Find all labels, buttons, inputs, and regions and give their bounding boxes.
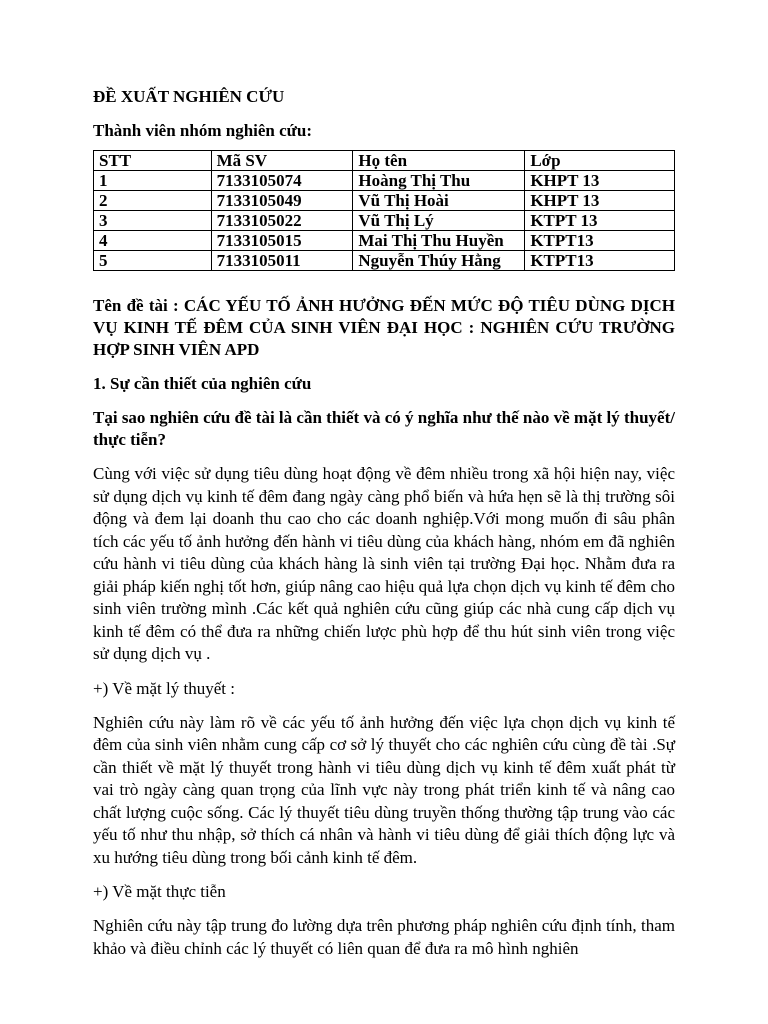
cell-stt: 1	[94, 171, 212, 191]
cell-full-name: Vũ Thị Lý	[353, 211, 525, 231]
cell-student-id: 7133105049	[211, 191, 353, 211]
cell-full-name: Nguyễn Thúy Hằng	[353, 251, 525, 271]
cell-class: KTPT13	[525, 251, 675, 271]
header-stt: STT	[94, 151, 212, 171]
members-table	[93, 150, 675, 271]
table-row	[94, 211, 675, 231]
document-content	[93, 86, 675, 960]
table-row	[94, 231, 675, 251]
paragraph-theory: Nghiên cứu này làm rõ về các yếu tố ảnh hưởng đến việc lựa chọn dịch vụ kinh tế đêm của sinh viên nhằm cung cấp cơ sở lý thuyết cho các nghiên cứu cùng đề tài .Sự cần thiết về mặt lý thuyết trong hành vi tiêu dùng dịch vụ kinh tế đêm xuất phát từ vai trò ngày càng quan trọng của lĩnh vực này trong phát triển kinh tế và nâng cao chất lượng cuộc sống. Các lý thuyết tiêu dùng truyền thống thường tập trung vào các yếu tố như thu nhập, sở thích cá nhân và hành vi tiêu dùng để giải thích động lực và xu hướng tiêu dùng trong bối cảnh kinh tế đêm.	[93, 712, 675, 867]
cell-stt: 2	[94, 191, 212, 211]
practice-label: +) Về mặt thực tiễn	[93, 882, 226, 901]
header-class: Lớp	[525, 151, 675, 171]
table-header-row	[94, 151, 675, 171]
section-heading: 1. Sự cần thiết của nghiên cứu	[93, 374, 312, 393]
cell-student-id: 7133105074	[211, 171, 353, 191]
paragraph-practice: Nghiên cứu này tập trung đo lường dựa trên phương pháp nghiên cứu định tính, tham khảo và điều chỉnh các lý thuyết có liên quan để đưa ra mô hình nghiên	[93, 916, 675, 958]
header-student-id: Mã SV	[211, 151, 353, 171]
cell-stt: 4	[94, 231, 212, 251]
table-row	[94, 251, 675, 271]
cell-full-name: Vũ Thị Hoài	[353, 191, 525, 211]
cell-student-id: 7133105015	[211, 231, 353, 251]
theory-label: +) Về mặt lý thuyết :	[93, 678, 235, 698]
paragraph-intro: Cùng với việc sử dụng tiêu dùng hoạt động về đêm nhiều trong xã hội hiện nay, việc sử dụng dịch vụ kinh tế đêm đang ngày càng phổ biến và hứa hẹn sẽ là thị trường sôi động và đem lại doanh thu cao cho các doanh nghiệp.Với mong muốn đi sâu phân tích các yếu tố ảnh hưởng đến hành vi tiêu dùng của khách hàng, nhóm em đã nghiên cứu hành vi tiêu dùng của khách hàng là sinh viên tại trường Đại học. Nhằm đưa ra giải pháp kiến nghị tốt hơn, giúp nâng cao hiệu quả lựa chọn dịch vụ kinh tế đêm cho sinh viên trường mình .Các kết quả nghiên cứu cũng giúp các nhà cung cấp dịch vụ kinh tế đêm có thể đưa ra những chiến lược phù hợp để thu hút sinh viên trong việc sử dụng dịch vụ .	[93, 464, 675, 663]
document-title: ĐỀ XUẤT NGHIÊN CỨU	[93, 87, 285, 106]
cell-class: KHPT 13	[525, 171, 675, 191]
cell-stt: 3	[94, 211, 212, 231]
table-row	[94, 191, 675, 211]
cell-full-name: Hoàng Thị Thu	[353, 171, 525, 191]
cell-class: KHPT 13	[525, 191, 675, 211]
cell-student-id: 7133105022	[211, 211, 353, 231]
cell-class: KTPT13	[525, 231, 675, 251]
cell-class: KTPT 13	[525, 211, 675, 231]
table-row	[94, 171, 675, 191]
cell-stt: 5	[94, 251, 212, 271]
members-label: Thành viên nhóm nghiên cứu:	[93, 121, 312, 140]
cell-student-id: 7133105011	[211, 251, 353, 271]
section-question: Tại sao nghiên cứu đề tài là cần thiết và có ý nghĩa như thế nào về mặt lý thuyết/ thực tiễn?	[93, 408, 675, 449]
cell-full-name: Mai Thị Thu Huyền	[353, 231, 525, 251]
header-full-name: Họ tên	[353, 151, 525, 171]
topic-title: Tên đề tài : CÁC YẾU TỐ ẢNH HƯỞNG ĐẾN MỨC ĐỘ TIÊU DÙNG DỊCH VỤ KINH TẾ ĐÊM CỦA SINH VIÊN ĐẠI HỌC : NGHIÊN CỨU TRƯỜNG HỢP SINH VIÊN APD	[93, 296, 675, 359]
